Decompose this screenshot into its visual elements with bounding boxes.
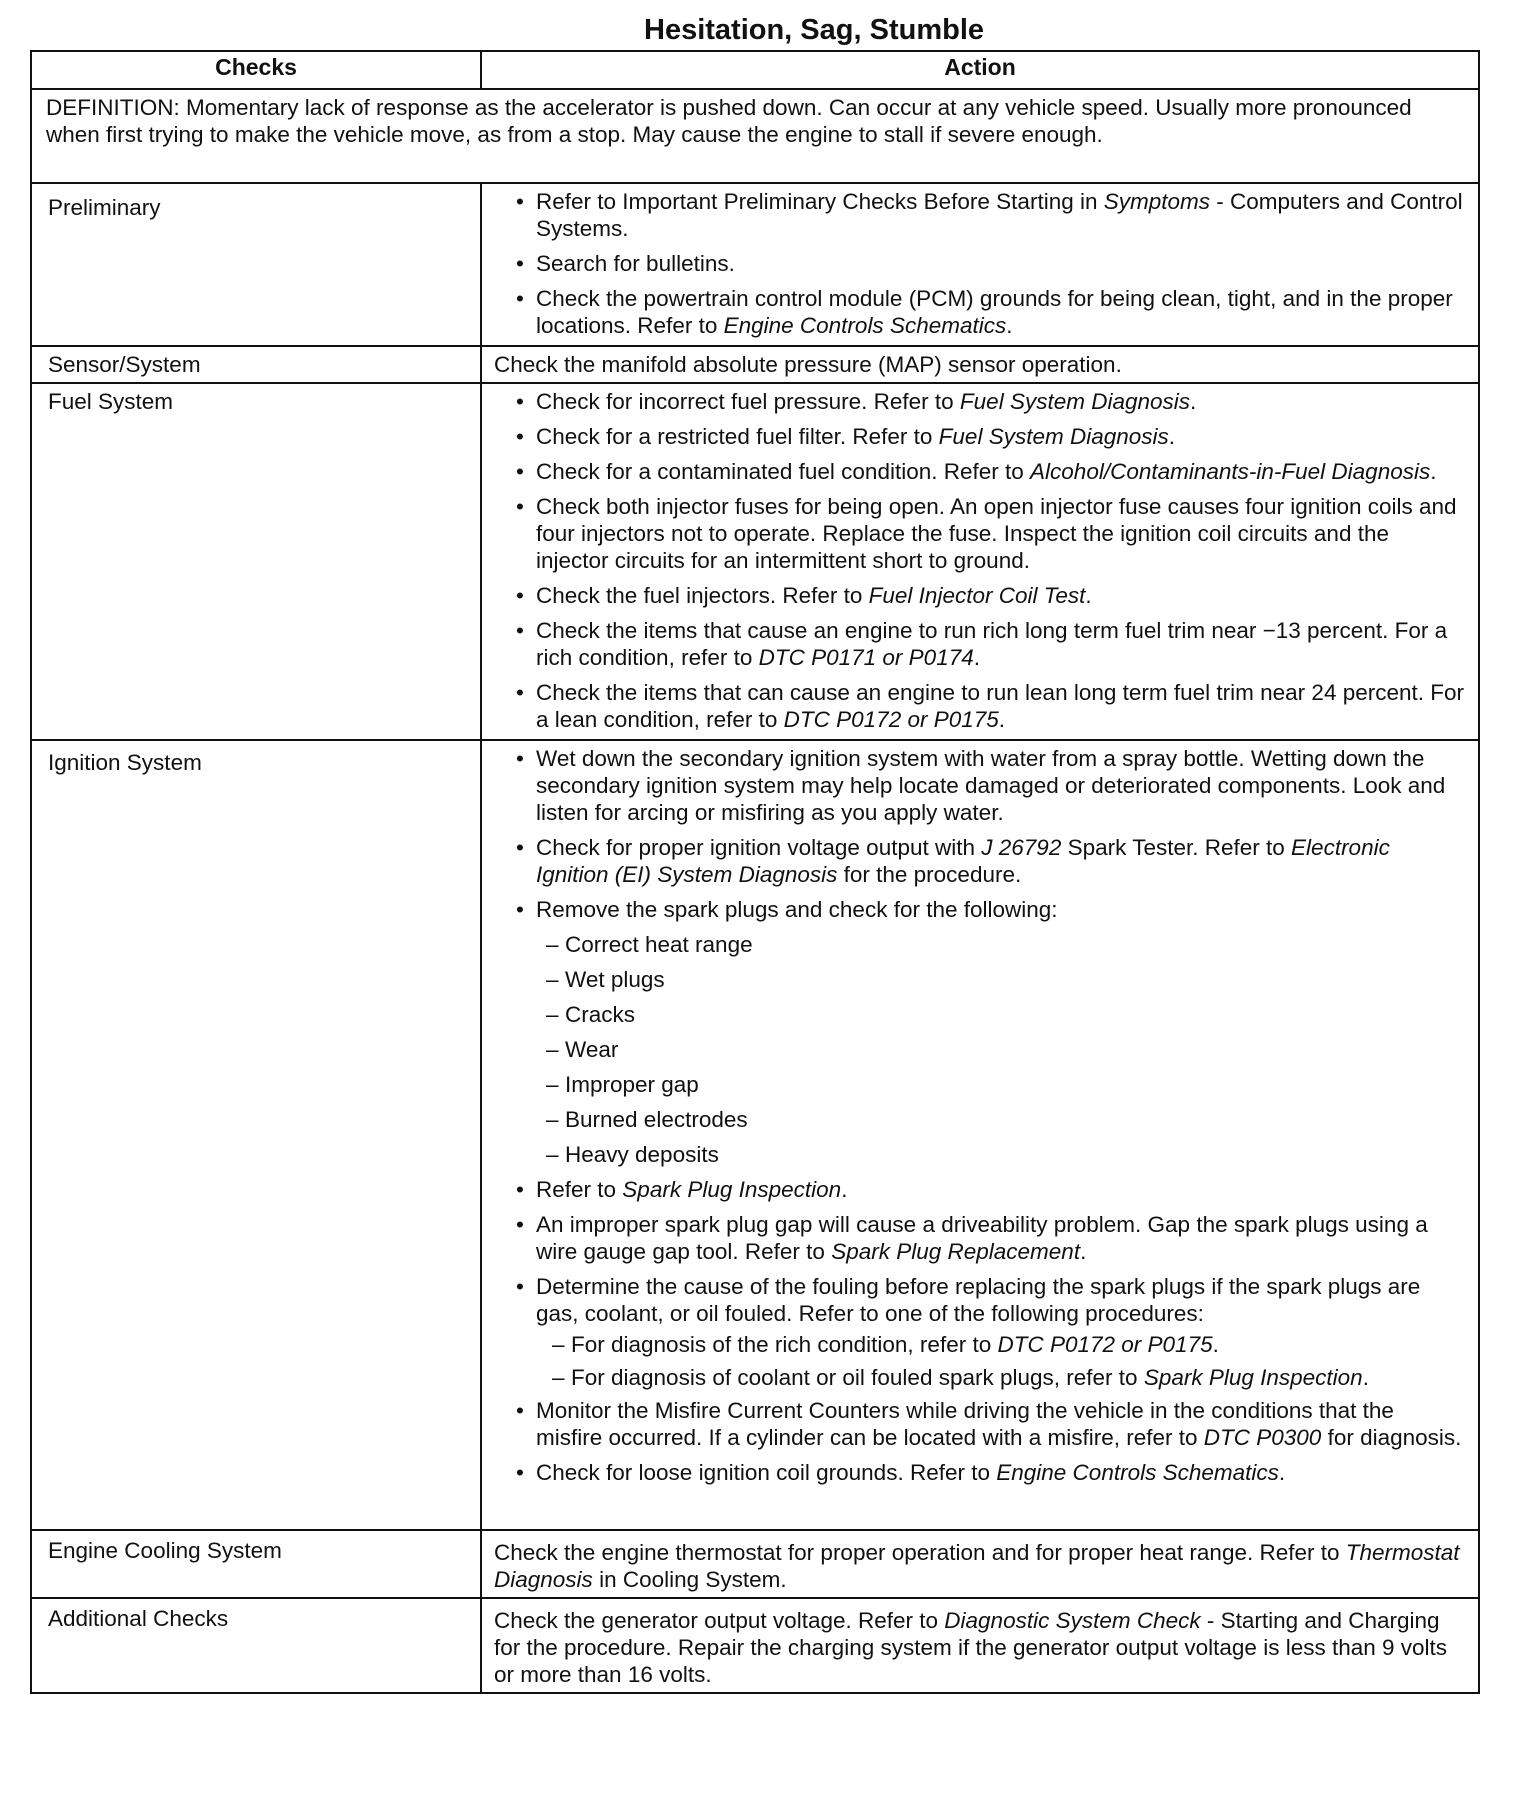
table-row [31,1530,1479,1598]
list-item: • An improper spark plug gap will cause a driveability problem. Gap the spark plugs using a wire gauge gap tool. Refer to Spark Plug Replacement. [488,1211,1464,1265]
list-item: • Determine the cause of the fouling before replacing the spark plugs if the spark plugs are gas, coolant, or oil fouled. Refer to one of the following procedures: [488,1273,1464,1327]
list-item: – Heavy deposits [488,1141,1464,1168]
action-cell: Check the manifold absolute pressure (MAP) sensor operation. [481,346,1479,383]
diagnostic-table [30,50,1480,1694]
list-item: • Remove the spark plugs and check for the following: [488,896,1464,923]
check-label: Additional Checks [31,1598,481,1693]
list-item: – Wear [488,1036,1464,1063]
list-item: • Check the fuel injectors. Refer to Fuel Injector Coil Test. [488,582,1464,609]
check-label: Sensor/System [31,346,481,383]
check-label: Ignition System [31,740,481,1530]
list-item: – Burned electrodes [488,1106,1464,1133]
action-cell: Check the engine thermostat for proper operation and for proper heat range. Refer to Thermostat Diagnosis in Cooling System. [481,1530,1479,1598]
list-item: – Cracks [488,1001,1464,1028]
list-item: • Monitor the Misfire Current Counters while driving the vehicle in the conditions that the misfire occurred. If a cylinder can be located with a misfire, refer to DTC P0300 for diagnosis. [488,1397,1464,1451]
list-item: • Check for a contaminated fuel condition. Refer to Alcohol/Contaminants-in-Fuel Diagnosis. [488,458,1464,485]
check-label: Engine Cooling System [31,1530,481,1598]
list-item: – For diagnosis of the rich condition, refer to DTC P0172 or P0175. [488,1331,1464,1358]
list-item: • Check the items that can cause an engine to run lean long term fuel trim near 24 percent. For a lean condition, refer to DTC P0172 or P0175. [488,679,1464,733]
list-item: • Wet down the secondary ignition system with water from a spray bottle. Wetting down the secondary ignition system may help locate damaged or deteriorated components. Look and listen for arcing or misfiring as you apply water. [488,745,1464,826]
check-label: Preliminary [31,183,481,346]
action-cell [481,383,1479,740]
table-row [31,383,1479,740]
definition-row [31,89,1479,183]
action-header: Action [481,51,1479,89]
action-cell: Check the generator output voltage. Refer to Diagnostic System Check - Starting and Charging for the procedure. Repair the charging system if the generator output voltage is less than 9 volts or more than 16 volts. [481,1598,1479,1693]
list-item: – Improper gap [488,1071,1464,1098]
check-label: Fuel System [31,383,481,740]
action-cell [481,183,1479,346]
action-cell [481,740,1479,1530]
list-item: • Check for incorrect fuel pressure. Refer to Fuel System Diagnosis. [488,388,1464,415]
table-row [31,183,1479,346]
definition-text: DEFINITION: Momentary lack of response as the accelerator is pushed down. Can occur at any vehicle speed. Usually more pronounced when first trying to make the vehicle move, as from a stop. May cause the engine to stall if severe enough. [31,89,1479,183]
checks-header: Checks [31,51,481,89]
table-row [31,1598,1479,1693]
list-item: • Search for bulletins. [488,250,1464,277]
document-page [30,10,1478,1694]
list-item: • Refer to Important Preliminary Checks Before Starting in Symptoms - Computers and Control Systems. [488,188,1464,242]
list-item: • Check the powertrain control module (PCM) grounds for being clean, tight, and in the proper locations. Refer to Engine Controls Schematics. [488,285,1464,339]
list-item: • Check for a restricted fuel filter. Refer to Fuel System Diagnosis. [488,423,1464,450]
list-item: • Check both injector fuses for being open. An open injector fuse causes four ignition coils and four injectors not to operate. Replace the fuse. Inspect the ignition coil circuits and the injector circuits for an intermittent short to ground. [488,493,1464,574]
list-item: • Refer to Spark Plug Inspection. [488,1176,1464,1203]
list-item: • Check for loose ignition coil grounds. Refer to Engine Controls Schematics. [488,1459,1464,1486]
list-item: • Check the items that cause an engine to run rich long term fuel trim near −13 percent. For a rich condition, refer to DTC P0171 or P0174. [488,617,1464,671]
table-row [31,740,1479,1530]
list-item: – For diagnosis of coolant or oil fouled spark plugs, refer to Spark Plug Inspection. [488,1364,1464,1391]
page-title: Hesitation, Sag, Stumble [644,14,984,46]
list-item: – Wet plugs [488,966,1464,993]
table-row [31,346,1479,383]
header-row [31,51,1479,89]
list-item: – Correct heat range [488,931,1464,958]
list-item: • Check for proper ignition voltage output with J 26792 Spark Tester. Refer to Electronic Ignition (EI) System Diagnosis for the procedure. [488,834,1464,888]
